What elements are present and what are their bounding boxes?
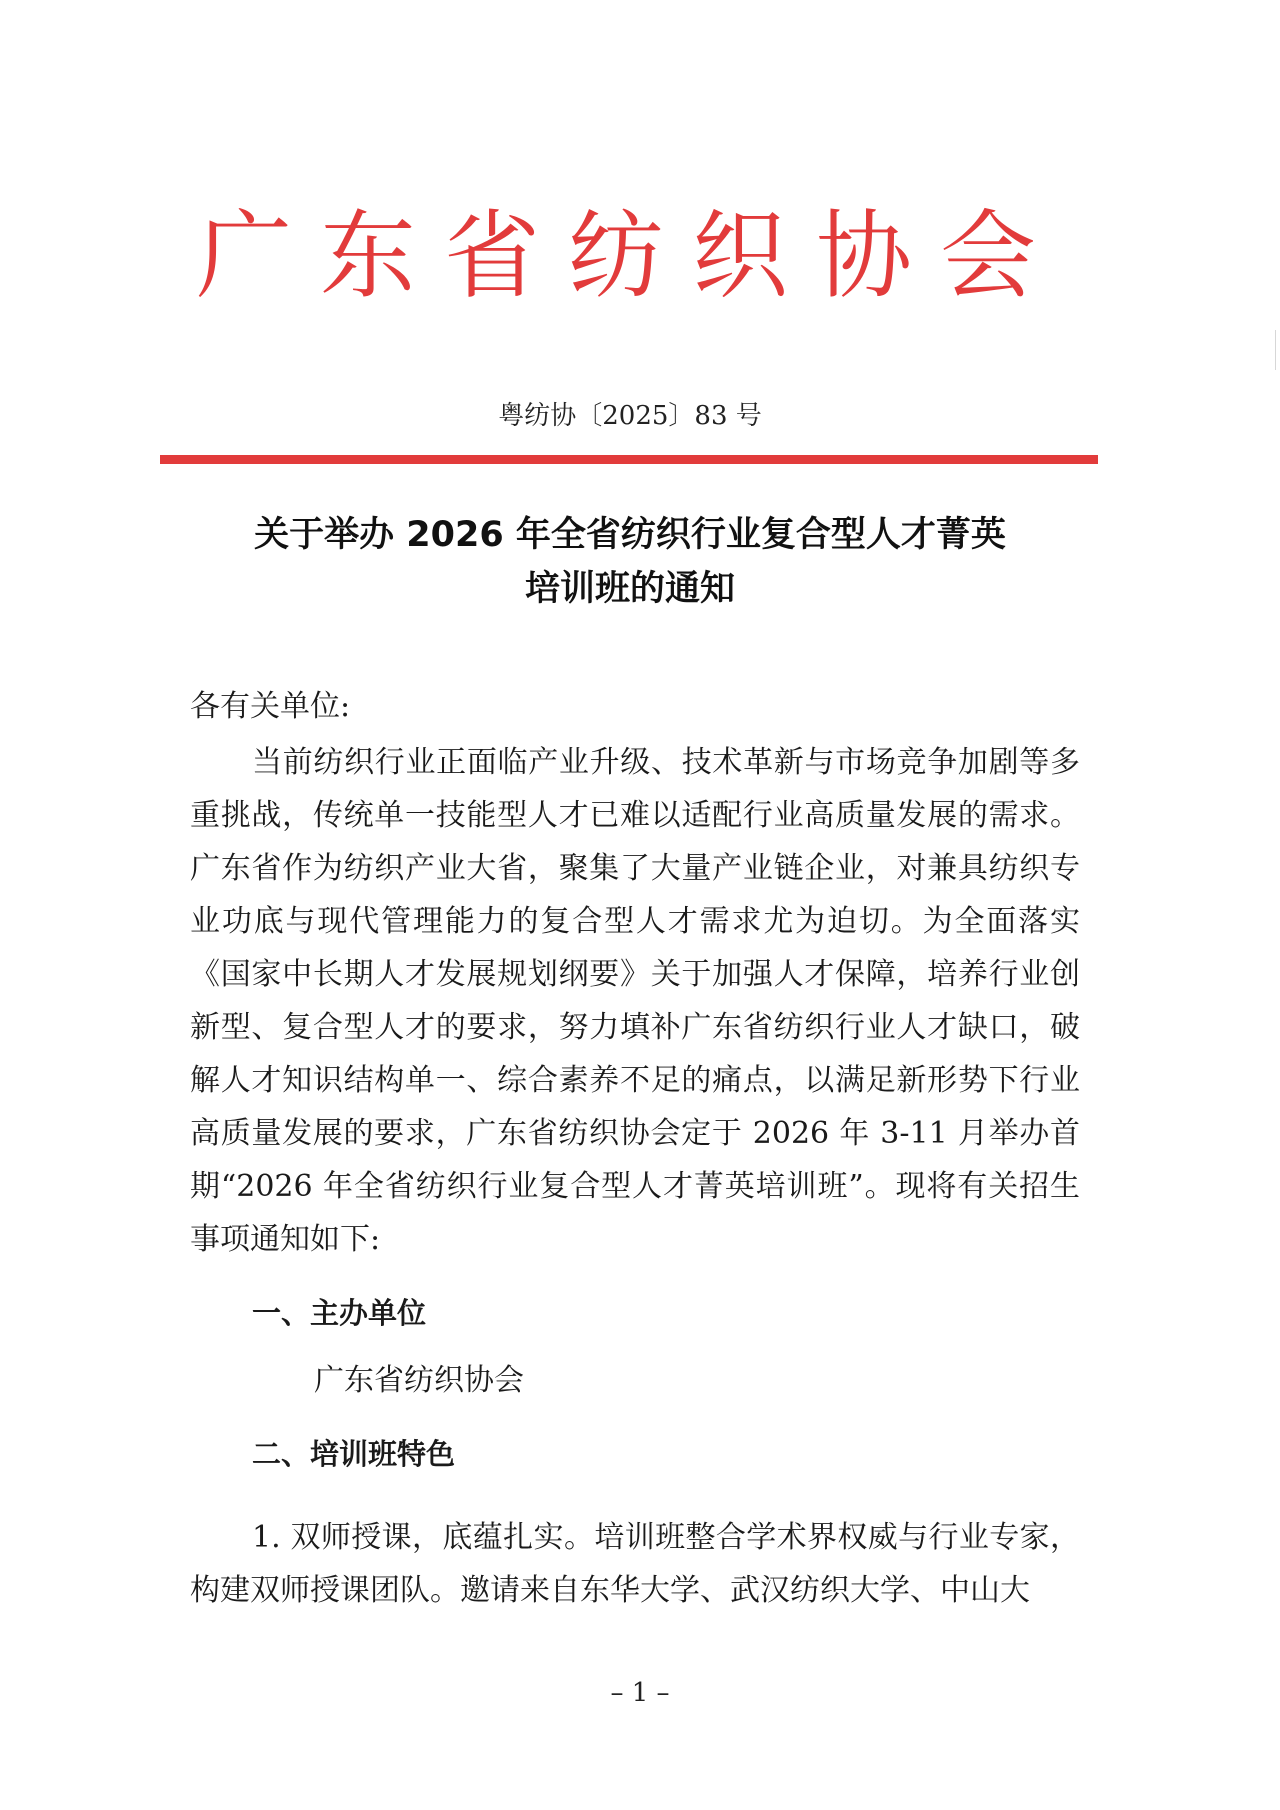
document-title xyxy=(160,508,1100,616)
feature-item-1: 1. 双师授课，底蕴扎实。培训班整合学术界权威与行业专家，构建双师授课团队。邀请来自东华大学、武汉纺织大学、中山大 xyxy=(190,1520,1080,1608)
page-number: – 1 – xyxy=(610,1678,670,1708)
title-line-2: 培训班的通知 xyxy=(524,569,735,609)
organizer-name: 广东省纺织协会 xyxy=(314,1363,524,1398)
section-heading-features: 二、培训班特色 xyxy=(252,1437,456,1471)
scan-margin-mark xyxy=(1275,330,1276,370)
red-divider-line xyxy=(160,455,1098,464)
organization-header: 广东省纺织协会 xyxy=(196,200,1064,312)
document-body xyxy=(190,680,1080,1617)
document-number: 粤纺协〔2025〕83 号 xyxy=(498,401,762,431)
title-line-1: 关于举办 2026 年全省纺织行业复合型人才菁英 xyxy=(254,515,1006,555)
intro-paragraph: 当前纺织行业正面临产业升级、技术革新与市场竞争加剧等多重挑战，传统单一技能型人才已难以适配行业高质量发展的需求。广东省作为纺织产业大省，聚集了大量产业链企业，对兼具纺织专业功底与现代管理能力的复合型人才需求尤为迫切。为全面落实《国家中长期人才发展规划纲要》关于加强人才保障，培养行业创新型、复合型人才的要求，努力填补广东省纺织行业人才缺口，破解人才知识结构单一、综合素养不足的痛点，以满足新形势下行业高质量发展的要求，广东省纺织协会定于 2026 年 3-11 月举办首期“2026 年全省纺织行业复合型人才菁英培训班”。现将有关招生事项通知如下: xyxy=(190,745,1080,1257)
salutation: 各有关单位: xyxy=(190,689,351,724)
section-heading-organizer: 一、主办单位 xyxy=(252,1296,427,1330)
